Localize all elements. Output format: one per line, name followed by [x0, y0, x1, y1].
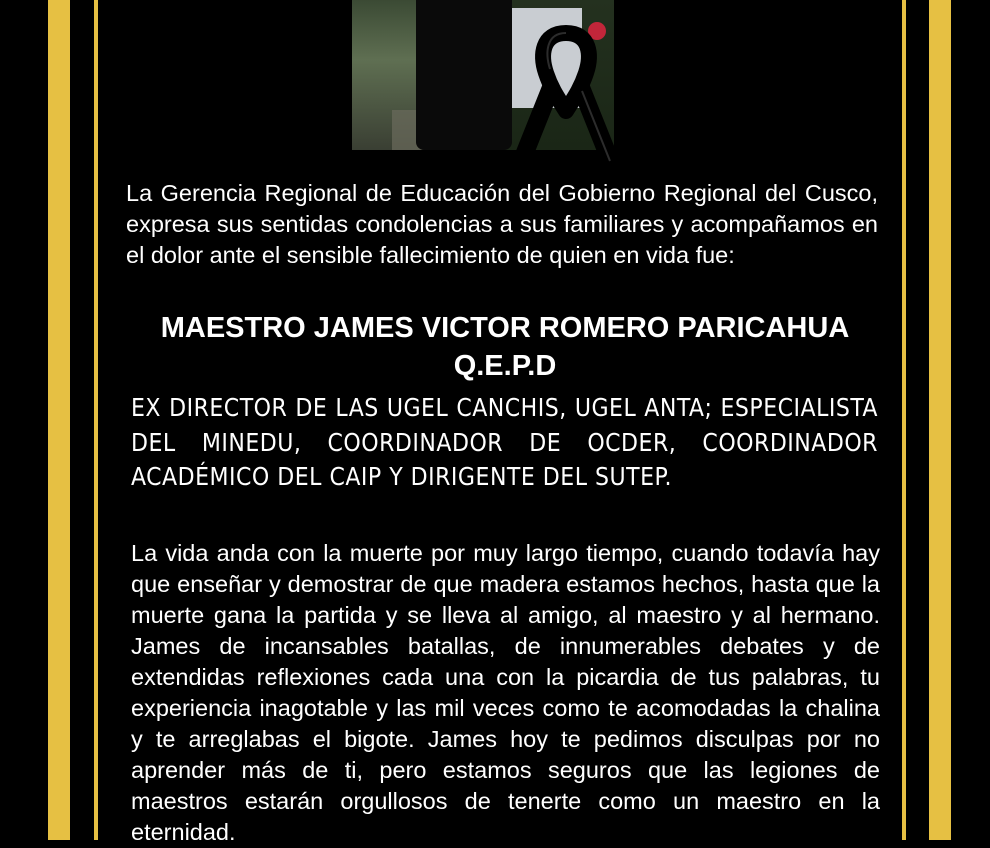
gold-border-right — [929, 0, 951, 840]
deceased-name: MAESTRO JAMES VICTOR ROMERO PARICAHUA — [160, 312, 850, 344]
gold-border-left — [48, 0, 70, 840]
career-roles: EX DIRECTOR DE LAS UGEL CANCHIS, UGEL ANTA; ESPECIALISTA DEL MINEDU, COORDINADOR DE OCDER, COORDINADOR ACADÉMICO DEL CAIP Y DIRIGENTE DEL SUTEP. — [131, 393, 878, 491]
condolence-intro: La Gerencia Regional de Educación del Gobierno Regional del Cusco, expresa sus sentidas condolencias a sus familiares y acompañamos en el dolor ante el sensible fallecimiento de quien en vida fue: — [126, 180, 878, 268]
mourning-ribbon-icon — [512, 25, 620, 170]
tribute-paragraph: La vida anda con la muerte por muy largo tiempo, cuando todavía hay que enseñar y demostrar de que madera estamos hechos, hasta que la muerte gana la partida y se lleva al amigo, al maestro y al hermano. James de incansables batallas, de innumerables debates y de extendidas reflexiones cada una con la picardia de tus palabras, tu experiencia inagotable y las mil veces como te acomodadas la chalina y te arreglabas el bigote. James hoy te pedimos disculpas por no aprender más de ti, pero estamos seguros que las legiones de maestros estarán orgullosos de tenerte como un maestro en la eternidad. — [131, 540, 880, 845]
rip-label: Q.E.P.D — [453, 350, 557, 382]
gold-border-inner-left — [94, 0, 98, 840]
gold-border-inner-right — [902, 0, 906, 840]
